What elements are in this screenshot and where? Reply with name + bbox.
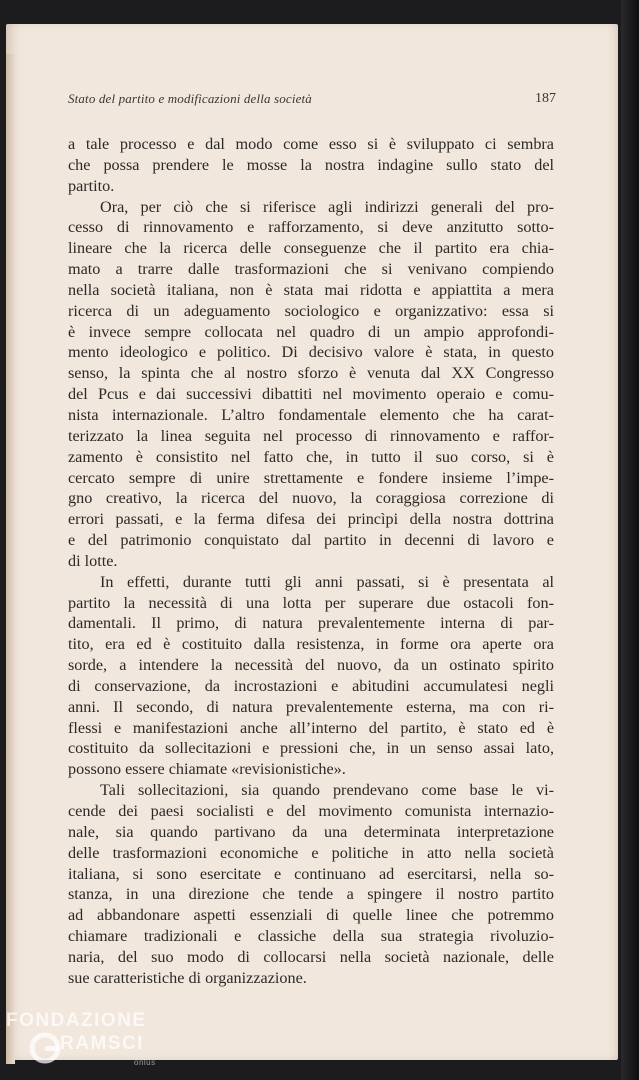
watermark-line2: RAMSCI xyxy=(60,1033,144,1054)
text-line: è invece sempre collocata nel quadro di un ampio approfondi- xyxy=(68,322,554,341)
text-line: mento ideologico e politico. Di decisivo valore è stata, in questo xyxy=(68,343,554,362)
text-line: cesso di rinnovamento e rafforzamento, si deve anzitutto sotto- xyxy=(68,218,554,237)
text-line: anni. Il secondo, di natura prevalentemente esterna, ma con ri- xyxy=(68,697,554,716)
text-line: partito la necessità di una lotta per superare due ostacoli fon- xyxy=(68,593,554,612)
text-line: senso, la spinta che al nostro sforzo è venuta dal XX Congresso xyxy=(68,364,554,383)
text-line: italiana, si sono esercitate e continuano ad esercitarsi, nella so- xyxy=(68,864,554,883)
watermark-line1: FONDAZIONE xyxy=(6,1010,147,1031)
g-ring-icon xyxy=(28,1031,62,1065)
text-line: che possa prendere le mosse la nostra indagine sullo stato del xyxy=(68,155,554,174)
text-line: a tale processo e dal modo come esso si è sviluppato ci sembra xyxy=(68,135,554,153)
watermark-small: onlus xyxy=(134,1058,156,1067)
text-line: Tali sollecitazioni, sia quando prendevano come base le vi- xyxy=(100,781,554,800)
text-line: In effetti, durante tutti gli anni passati, si è presentata al xyxy=(100,572,554,591)
running-title: Stato del partito e modificazioni della società xyxy=(68,91,312,106)
text-line: stanza, in una direzione che tende a spingere il nostro partito xyxy=(68,885,554,904)
text-line: di lotte. xyxy=(68,551,118,570)
text-line: nista internazionale. L’altro fondamentale elemento che ha carat- xyxy=(68,405,554,424)
text-line: chiamare tradizionali e classiche della sua strategia rivoluzio- xyxy=(68,927,554,946)
scan-background-edge xyxy=(621,0,639,1080)
text-line: ad abbandonare aspetti essenziali di quelle linee che potremmo xyxy=(68,906,554,925)
text-line: cercato sempre di unire strettamente e fondere insieme l’impe- xyxy=(68,468,554,487)
text-line: partito. xyxy=(68,176,115,195)
text-line: possono essere chiamate «revisionistiche». xyxy=(68,760,346,779)
text-line: errori passati, e la ferma difesa dei princìpi della nostra dottrina xyxy=(68,510,554,529)
text-line: Ora, per ciò che si riferisce agli indirizzi generali del pro- xyxy=(100,197,554,216)
fondazione-gramsci-watermark xyxy=(6,1010,176,1074)
text-line: delle trasformazioni economiche e politiche in atto nella società xyxy=(68,843,554,862)
page-gutter-shadow xyxy=(6,54,15,1064)
text-line: sorde, a intendere la necessità del nuovo, da un ostinato spirito xyxy=(68,656,554,675)
running-header xyxy=(68,91,558,111)
text-line: mato a trarre dalle trasformazioni che si venivano compiendo xyxy=(68,260,554,279)
text-line: flessi e manifestazioni anche all’interno del partito, è stato ed è xyxy=(68,718,554,737)
text-line: nella società italiana, non è stata mai ridotta e appiattita a mera xyxy=(68,280,554,299)
page-number: 187 xyxy=(535,91,556,106)
body-text xyxy=(68,134,554,989)
text-line: lineare che la ricerca delle conseguenze che il partito era chia- xyxy=(68,239,554,258)
text-line: costituito da sollecitazioni e pressioni che, in un senso assai lato, xyxy=(68,739,554,758)
text-line: zamento è consistito nel fatto che, in tutto il suo corso, si è xyxy=(68,447,554,466)
text-line: damentali. Il primo, di natura prevalentemente interna di par- xyxy=(68,614,554,633)
text-line: tito, era ed è costituito dalla resistenza, in forme ora aperte ora xyxy=(68,635,554,654)
text-line: sue caratteristiche di organizzazione. xyxy=(68,968,307,987)
text-line: di conservazione, da incrostazioni e abitudini accumulatesi negli xyxy=(68,676,554,695)
text-line: e del patrimonio conquistato dal partito in decenni di lavoro e xyxy=(68,531,554,550)
text-line: naria, del suo modo di collocarsi nella società nazionale, delle xyxy=(68,947,554,966)
text-line: gno creativo, la ricerca del nuovo, la coraggiosa correzione di xyxy=(68,489,554,508)
text-line: cende dei paesi socialisti e del movimento comunista internazio- xyxy=(68,802,554,820)
text-line: terizzato la linea seguita nel processo di rinnovamento e raffor- xyxy=(68,426,554,445)
text-line: nale, sia quando partivano da una determinata interpretazione xyxy=(68,822,554,841)
text-line: del Pcus e dai successivi dibattiti nel movimento operaio e comu- xyxy=(68,385,554,404)
text-line: ricerca di un adeguamento sociologico e organizzativo: essa si xyxy=(68,301,554,320)
